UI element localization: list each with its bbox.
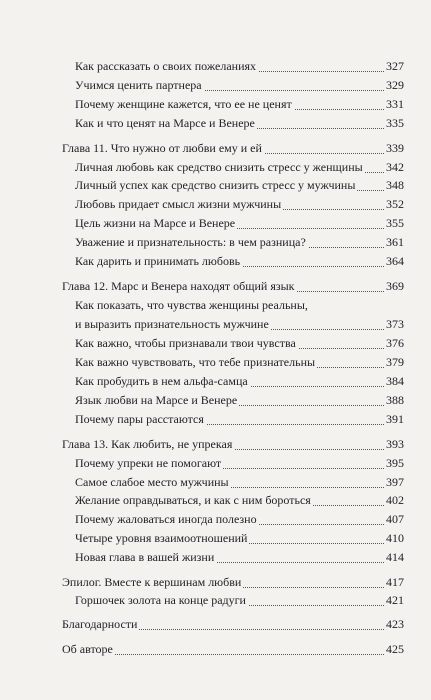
toc-entry xyxy=(0,373,431,389)
toc-entry-page: 410 xyxy=(386,531,404,545)
toc-entry xyxy=(0,474,431,490)
toc-chapter-entry xyxy=(0,616,431,632)
toc-entry-page: 393 xyxy=(386,437,404,451)
toc-entry xyxy=(0,392,431,408)
toc-entry-page: 414 xyxy=(386,550,404,564)
toc-entry-page: 384 xyxy=(386,374,404,388)
toc-entry xyxy=(0,58,431,74)
toc-entry-page: 329 xyxy=(386,78,404,92)
toc-entry xyxy=(0,549,431,565)
toc-entry-page: 376 xyxy=(386,336,404,350)
toc-entry xyxy=(0,297,431,313)
toc-entry-title: Как дарить и принимать любовь xyxy=(75,254,241,268)
toc-entry-title: Желание оправдываться, и как с ним бороться xyxy=(75,493,311,507)
toc-entry-title: Горшочек золота на конце радуги xyxy=(75,593,246,607)
toc-entry-title: Новая глава в вашей жизни xyxy=(75,550,215,564)
toc-chapter-entry xyxy=(0,574,431,590)
toc-entry-title: Любовь придает смысл жизни мужчины xyxy=(75,197,282,211)
toc-entry xyxy=(0,316,431,332)
toc-entry-title: Эпилог. Вместе к вершинам любви xyxy=(62,575,242,589)
toc-chapter-entry xyxy=(0,641,431,657)
toc-entry xyxy=(0,96,431,112)
toc-entry-page: 331 xyxy=(386,97,404,111)
toc-entry-title: Как показать, что чувства женщины реальны, xyxy=(75,298,308,312)
toc-entry-title: Самое слабое место мужчины xyxy=(75,475,229,489)
toc-entry-page: 402 xyxy=(386,493,404,507)
toc-entry-page: 391 xyxy=(386,412,404,426)
toc-entry-title: Уважение и признательность: в чем разница? xyxy=(75,235,306,249)
toc-entry-title: Глава 11. Что нужно от любви ему и ей xyxy=(62,141,262,155)
toc-entry xyxy=(0,253,431,269)
toc-entry-title: Почему упреки не помогают xyxy=(75,456,222,470)
toc-entry-title: Глава 12. Марс и Венера находят общий язык xyxy=(62,279,295,293)
toc-entry-title: Глава 13. Как любить, не упрекая xyxy=(62,437,233,451)
toc-entry xyxy=(0,77,431,93)
toc-entry-page: 379 xyxy=(386,355,404,369)
toc-entry-page: 369 xyxy=(386,279,404,293)
toc-entry-title: Благодарности xyxy=(62,617,138,631)
toc-entry-title: Как и что ценят на Марсе и Венере xyxy=(75,116,255,130)
toc-entry-page: 339 xyxy=(386,141,404,155)
toc-entry-page: 348 xyxy=(386,178,404,192)
toc-entry-page: 352 xyxy=(386,197,404,211)
toc-entry-title: Учимся ценить партнера xyxy=(75,78,202,92)
toc-entry-page: 364 xyxy=(386,254,404,268)
toc-entry-title: Как пробудить в нем альфа-самца xyxy=(75,374,248,388)
toc-entry xyxy=(0,115,431,131)
toc-entry xyxy=(0,530,431,546)
toc-entry xyxy=(0,196,431,212)
toc-entry-title: Почему жаловаться иногда полезно xyxy=(75,512,257,526)
toc-entry xyxy=(0,159,431,175)
toc-entry-title: Почему пары расстаются xyxy=(75,412,204,426)
toc-entry-page: 395 xyxy=(386,456,404,470)
toc-chapter-entry xyxy=(0,278,431,294)
toc-entry-title: Личная любовь как средство снизить стресс у женщины xyxy=(75,160,363,174)
toc-entry-title: Как важно, чтобы признавали твои чувства xyxy=(75,336,296,350)
toc-entry xyxy=(0,411,431,427)
toc-entry xyxy=(0,215,431,231)
toc-entry xyxy=(0,592,431,608)
toc-entry-title: Четыре уровня взаимоотношений xyxy=(75,531,248,545)
toc-entry-title: Как важно чувствовать, что тебе признательны xyxy=(75,355,316,369)
toc-entry-title: Цель жизни на Марсе и Венере xyxy=(75,216,236,230)
toc-entry-page: 342 xyxy=(386,160,404,174)
toc-entry-page: 373 xyxy=(386,317,404,331)
toc-entry-page: 355 xyxy=(386,216,404,230)
toc-entry xyxy=(0,492,431,508)
toc-entry-page: 388 xyxy=(386,393,404,407)
toc-entry-page: 327 xyxy=(386,59,404,73)
toc-entry-page: 423 xyxy=(386,617,404,631)
toc-entry-title: Об авторе xyxy=(62,642,113,656)
toc-entry-page: 397 xyxy=(386,475,404,489)
toc-entry xyxy=(0,177,431,193)
toc-entry xyxy=(0,511,431,527)
toc-entry-page: 361 xyxy=(386,235,404,249)
toc-entry-title: Почему женщине кажется, что ее не ценят xyxy=(75,97,292,111)
toc-entry-page: 407 xyxy=(386,512,404,526)
toc-entry xyxy=(0,234,431,250)
toc-entry-page: 425 xyxy=(386,642,404,656)
toc-entry-page: 421 xyxy=(386,593,404,607)
toc-entry-title: и выразить признательность мужчине xyxy=(75,317,269,331)
toc-entry xyxy=(0,455,431,471)
toc-entry xyxy=(0,335,431,351)
toc-entry-page: 417 xyxy=(386,575,404,589)
toc-entry-title: Личный успех как средство снизить стресс у мужчины xyxy=(75,178,356,192)
toc-chapter-entry xyxy=(0,436,431,452)
toc-entry-page: 335 xyxy=(386,116,404,130)
toc-entry-title: Как рассказать о своих пожеланиях xyxy=(75,59,257,73)
toc-entry xyxy=(0,354,431,370)
toc-entry-title: Язык любви на Марсе и Венере xyxy=(75,393,238,407)
toc-chapter-entry xyxy=(0,140,431,156)
